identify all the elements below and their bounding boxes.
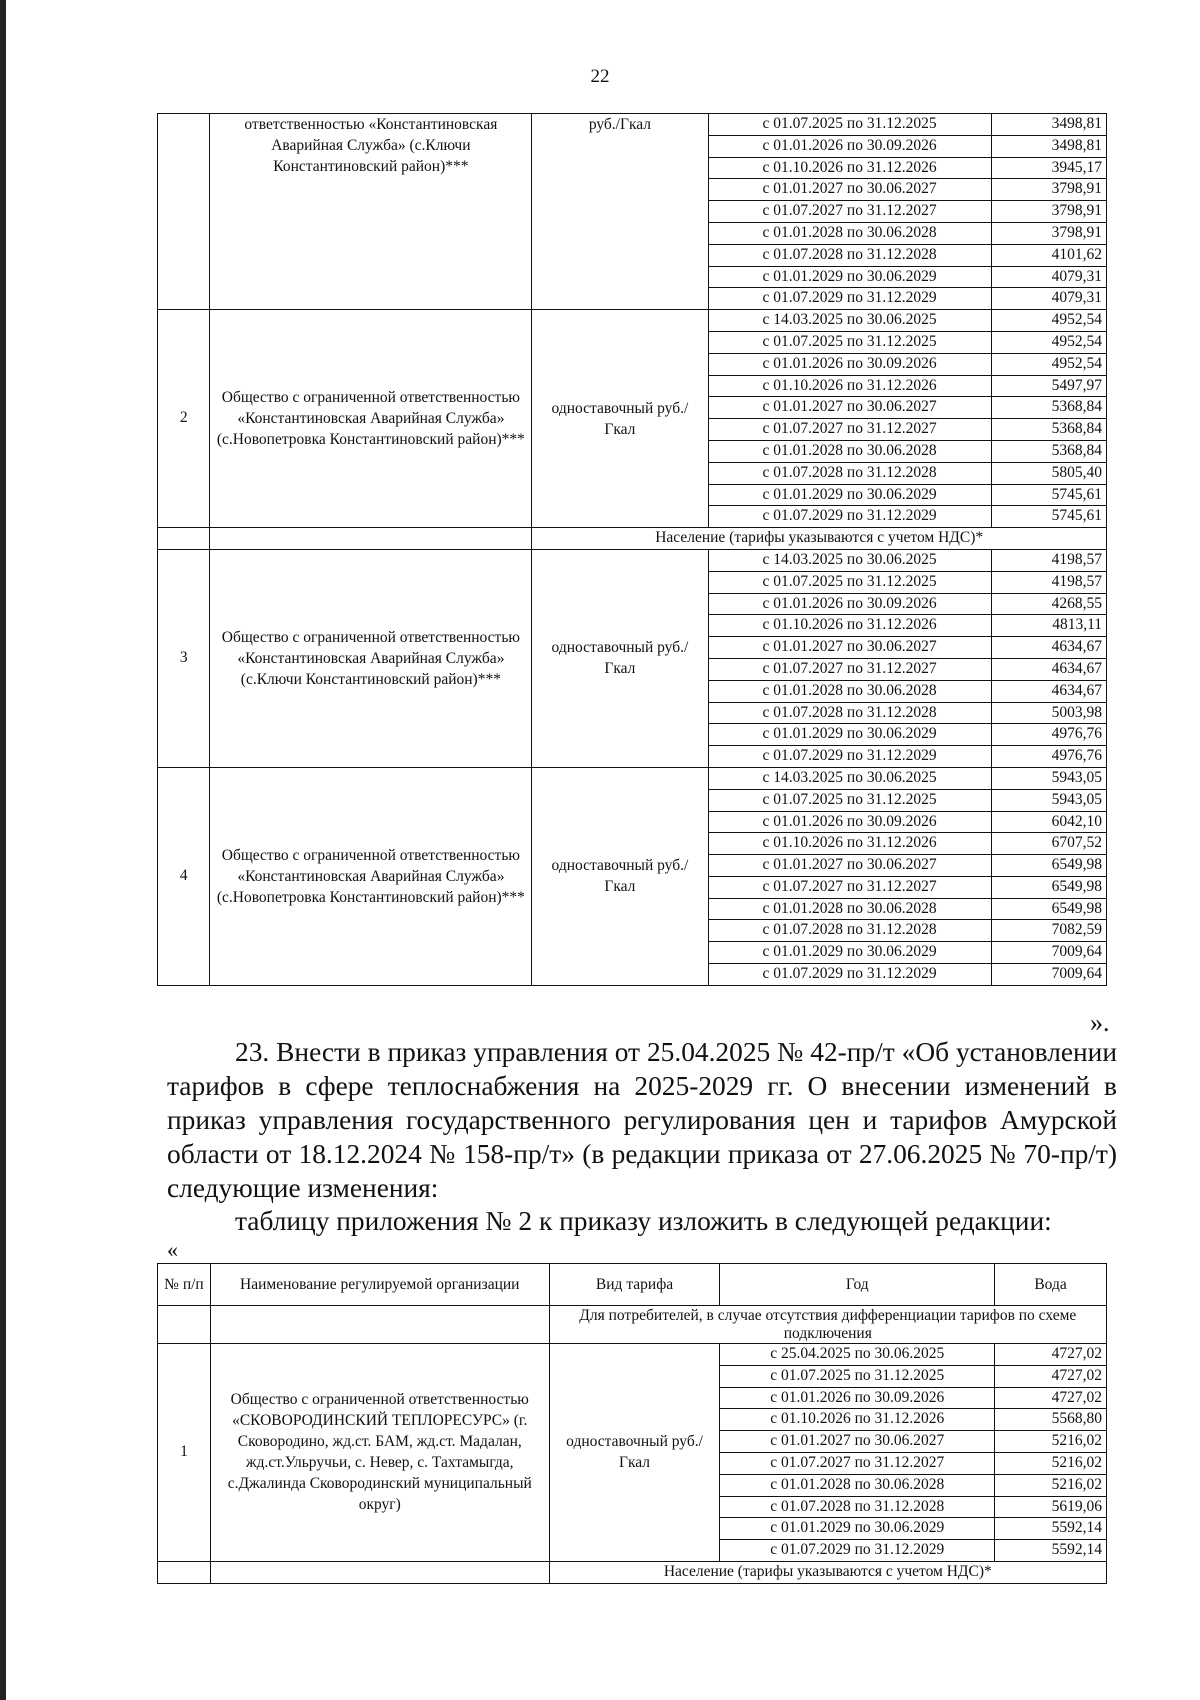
tariff-period: с 01.07.2025 по 31.12.2025 [720, 1365, 995, 1387]
tariff-period: с 01.01.2027 по 30.06.2027 [708, 397, 991, 419]
tariff-period: с 01.01.2029 по 30.06.2029 [708, 724, 991, 746]
tariff-value: 3798,91 [991, 222, 1106, 244]
tariff-value: 4634,67 [991, 658, 1106, 680]
paragraph-table-instruction-text: таблицу приложения № 2 к приказу изложить в следующей редакции: [235, 1206, 1052, 1236]
tariff-table-continued [157, 113, 1107, 986]
tariff-value: 3498,81 [991, 135, 1106, 157]
tariff-period: с 14.03.2025 по 30.06.2025 [708, 310, 991, 332]
tariff-value: 5745,61 [991, 484, 1106, 506]
paragraph-23 [167, 1035, 1117, 1205]
tariff-period: с 01.10.2026 по 31.12.2026 [708, 375, 991, 397]
tariff-value: 3798,91 [991, 179, 1106, 201]
tariff-value: 4952,54 [991, 310, 1106, 332]
tariff-period: с 01.10.2026 по 31.12.2026 [708, 615, 991, 637]
tariff-period: с 01.07.2029 по 31.12.2029 [708, 506, 991, 528]
tariff-value: 6042,10 [991, 811, 1106, 833]
tariff-kind: одноставочный руб./Гкал [532, 310, 708, 528]
tariff-value: 7009,64 [991, 942, 1106, 964]
organization-name: Общество с ограниченной ответственностью «СКОВОРОДИНСКИЙ ТЕПЛОРЕСУРС» (г. Сковородино, жд.ст. БАМ, жд.ст. Мадалан, жд.ст.Ульручьи, с. Невер, с. Тахтамыгда, с.Джалинда Сковородинский муниципальный округ) [210, 1344, 549, 1562]
tariff-period: с 01.01.2026 по 30.09.2026 [708, 811, 991, 833]
population-row [158, 1561, 1107, 1583]
table-row [158, 1344, 1107, 1366]
population-empty-num [158, 528, 210, 550]
tariff-value: 4727,02 [995, 1344, 1107, 1366]
tariff-period: с 01.07.2027 по 31.12.2027 [708, 201, 991, 223]
tariff-period: с 01.07.2025 по 31.12.2025 [708, 789, 991, 811]
tariff-period: с 01.01.2026 по 30.09.2026 [720, 1387, 995, 1409]
tariff-value: 5943,05 [991, 767, 1106, 789]
row-number [158, 114, 210, 310]
table-row [158, 114, 1107, 136]
tariff-value: 6549,98 [991, 898, 1106, 920]
tariff-period: с 25.04.2025 по 30.06.2025 [720, 1344, 995, 1366]
organization-name: Общество с ограниченной ответственностью «Константиновская Аварийная Служба» (с.Ключи Константиновский район)*** [210, 549, 532, 767]
tariff-period: с 01.01.2027 по 30.06.2027 [708, 179, 991, 201]
population-empty-num [158, 1561, 211, 1583]
page-number: 22 [590, 66, 610, 87]
paragraph-table-instruction [167, 1204, 1117, 1238]
tariff-value: 5216,02 [995, 1474, 1107, 1496]
closing-quote: ». [1090, 1008, 1110, 1037]
tariff-period: с 01.01.2028 по 30.06.2028 [708, 440, 991, 462]
table-row [158, 310, 1107, 332]
tariff-value: 5805,40 [991, 462, 1106, 484]
open-quote: « [167, 1237, 178, 1262]
tariff-value: 7009,64 [991, 964, 1106, 986]
row-number: 3 [158, 549, 210, 767]
tariff-value: 5368,84 [991, 397, 1106, 419]
tariff-period: с 01.01.2029 по 30.06.2029 [708, 942, 991, 964]
tariff-value: 5745,61 [991, 506, 1106, 528]
population-empty-org [210, 1561, 549, 1583]
header-kind: Вид тарифа [549, 1264, 720, 1306]
tariff-value: 4079,31 [991, 288, 1106, 310]
tariff-kind: одноставочный руб./Гкал [532, 767, 708, 985]
tariff-value: 5619,06 [995, 1496, 1107, 1518]
tariff-period: с 01.07.2025 по 31.12.2025 [708, 331, 991, 353]
tariff-period: с 01.01.2028 по 30.06.2028 [708, 680, 991, 702]
tariff-period: с 01.01.2027 по 30.06.2027 [708, 637, 991, 659]
tariff-kind: одноставочный руб./Гкал [549, 1344, 720, 1562]
tariff-value: 4727,02 [995, 1387, 1107, 1409]
tariff-period: с 01.07.2028 по 31.12.2028 [708, 702, 991, 724]
tariff-period: с 01.01.2029 по 30.06.2029 [720, 1518, 995, 1540]
tariff-period: с 01.10.2026 по 31.12.2026 [708, 157, 991, 179]
tariff-value: 6549,98 [991, 876, 1106, 898]
tariff-value: 5368,84 [991, 440, 1106, 462]
tariff-period: с 01.07.2027 по 31.12.2027 [708, 876, 991, 898]
tariff-kind: руб./Гкал [532, 114, 708, 310]
header-water: Вода [995, 1264, 1107, 1306]
tariff-value: 3798,91 [991, 201, 1106, 223]
tariff-value: 4976,76 [991, 746, 1106, 768]
tariff-period: с 01.01.2027 по 30.06.2027 [720, 1431, 995, 1453]
tariff-period: с 01.07.2027 по 31.12.2027 [708, 419, 991, 441]
row-number: 1 [158, 1344, 211, 1562]
tariff-value: 3945,17 [991, 157, 1106, 179]
tariff-value: 4976,76 [991, 724, 1106, 746]
tariff-value: 4634,67 [991, 637, 1106, 659]
tariff-value: 4198,57 [991, 549, 1106, 571]
consumers-empty-org [210, 1306, 549, 1344]
population-empty-org [210, 528, 532, 550]
tariff-value: 4268,55 [991, 593, 1106, 615]
tariff-value: 4952,54 [991, 353, 1106, 375]
consumers-empty-num [158, 1306, 211, 1344]
tariff-period: с 01.10.2026 по 31.12.2026 [708, 833, 991, 855]
paragraph-23-text: 23. Внести в приказ управления от 25.04.2025 № 42-пр/т «Об установлении тарифов в сфере теплоснабжения на 2025-2029 гг. О внесении изменений в приказ управления государственного регулирования цен и тарифов Амурской области от 18.12.2024 № 158-пр/т» (в редакции приказа от 27.06.2025 № 70-пр/т) следующие изменения: [167, 1037, 1117, 1203]
tariff-period: с 01.07.2028 по 31.12.2028 [720, 1496, 995, 1518]
tariff-value: 5943,05 [991, 789, 1106, 811]
tariff-period: с 01.07.2029 по 31.12.2029 [708, 964, 991, 986]
tariff-period: с 01.07.2029 по 31.12.2029 [720, 1540, 995, 1562]
tariff-period: с 01.07.2027 по 31.12.2027 [720, 1452, 995, 1474]
header-num: № п/п [158, 1264, 211, 1306]
tariff-period: с 01.10.2026 по 31.12.2026 [720, 1409, 995, 1431]
tariff-period: с 01.07.2025 по 31.12.2025 [708, 114, 991, 136]
tariff-value: 6549,98 [991, 855, 1106, 877]
consumers-row [158, 1306, 1107, 1344]
tariff-value: 4634,67 [991, 680, 1106, 702]
tariff-value: 4079,31 [991, 266, 1106, 288]
tariff-value: 5216,02 [995, 1452, 1107, 1474]
tariff-period: с 01.01.2028 по 30.06.2028 [708, 898, 991, 920]
row-number: 2 [158, 310, 210, 528]
tariff-period: с 01.01.2028 по 30.06.2028 [708, 222, 991, 244]
tariff-value: 5592,14 [995, 1540, 1107, 1562]
tariff-period: с 01.01.2027 по 30.06.2027 [708, 855, 991, 877]
tariff-period: с 01.07.2029 по 31.12.2029 [708, 288, 991, 310]
header-org: Наименование регулируемой организации [210, 1264, 549, 1306]
tariff-value: 7082,59 [991, 920, 1106, 942]
header-year: Год [720, 1264, 995, 1306]
organization-name: Общество с ограниченной ответственностью «Константиновская Аварийная Служба» (с.Новопетровка Константиновский район)*** [210, 767, 532, 985]
tariff-table-appendix-2 [157, 1263, 1107, 1584]
tariff-value: 4198,57 [991, 571, 1106, 593]
table-row [158, 549, 1107, 571]
tariff-value: 5216,02 [995, 1431, 1107, 1453]
tariff-period: с 01.01.2026 по 30.09.2026 [708, 135, 991, 157]
tariff-value: 5592,14 [995, 1518, 1107, 1540]
tariff-value: 5003,98 [991, 702, 1106, 724]
tariff-period: с 01.07.2028 по 31.12.2028 [708, 244, 991, 266]
tariff-period: с 01.01.2026 по 30.09.2026 [708, 593, 991, 615]
tariff-value: 5568,80 [995, 1409, 1107, 1431]
tariff-period: с 01.01.2029 по 30.06.2029 [708, 266, 991, 288]
tariff-value: 4727,02 [995, 1365, 1107, 1387]
tariff-period: с 01.07.2028 по 31.12.2028 [708, 920, 991, 942]
organization-name: Общество с ограниченной ответственностью «Константиновская Аварийная Служба» (с.Новопетровка Константиновский район)*** [210, 310, 532, 528]
table-header-row [158, 1264, 1107, 1306]
consumers-label: Для потребителей, в случае отсутствия дифференциации тарифов по схеме подключения [549, 1306, 1106, 1344]
population-label: Население (тарифы указываются с учетом НДС)* [549, 1561, 1106, 1583]
tariff-value: 5497,97 [991, 375, 1106, 397]
tariff-period: с 01.07.2027 по 31.12.2027 [708, 658, 991, 680]
tariff-value: 5368,84 [991, 419, 1106, 441]
tariff-period: с 14.03.2025 по 30.06.2025 [708, 549, 991, 571]
tariff-value: 4952,54 [991, 331, 1106, 353]
tariff-period: с 14.03.2025 по 30.06.2025 [708, 767, 991, 789]
population-row [158, 528, 1107, 550]
tariff-kind: одноставочный руб./Гкал [532, 549, 708, 767]
tariff-period: с 01.01.2029 по 30.06.2029 [708, 484, 991, 506]
row-number: 4 [158, 767, 210, 985]
scan-edge [0, 0, 6, 1700]
population-label: Население (тарифы указываются с учетом НДС)* [532, 528, 1107, 550]
tariff-period: с 01.07.2029 по 31.12.2029 [708, 746, 991, 768]
tariff-value: 4101,62 [991, 244, 1106, 266]
tariff-period: с 01.01.2026 по 30.09.2026 [708, 353, 991, 375]
tariff-value: 3498,81 [991, 114, 1106, 136]
tariff-period: с 01.01.2028 по 30.06.2028 [720, 1474, 995, 1496]
tariff-value: 6707,52 [991, 833, 1106, 855]
table-row [158, 767, 1107, 789]
tariff-period: с 01.07.2028 по 31.12.2028 [708, 462, 991, 484]
organization-name: ответственностью «Константиновская Аварийная Служба» (с.Ключи Константиновский район)*** [210, 114, 532, 310]
tariff-value: 4813,11 [991, 615, 1106, 637]
tariff-period: с 01.07.2025 по 31.12.2025 [708, 571, 991, 593]
